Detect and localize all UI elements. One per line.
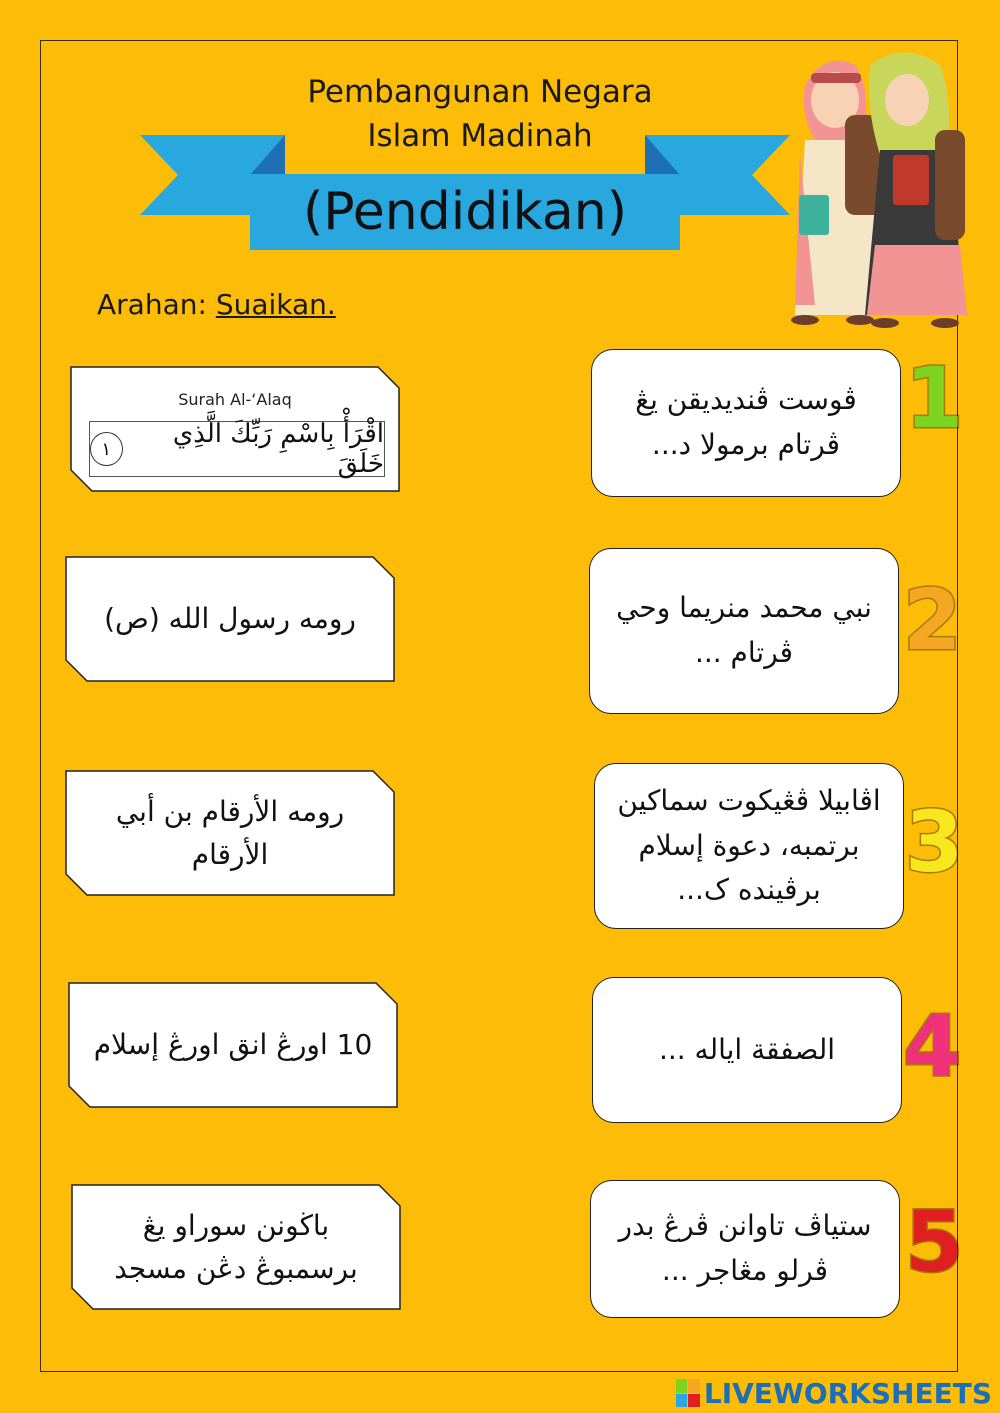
right-box-3[interactable]: اڤابيلا ڤڠيكوت سماكين برتمبه، دعوة إسلام برڤينده ک...: [594, 763, 904, 929]
left-box-4[interactable]: [68, 982, 398, 1108]
left-box-5[interactable]: [71, 1184, 401, 1310]
instruction-prefix: Arahan:: [97, 288, 216, 321]
left-box-text: رومه الأرقام بن أبي الأرقام: [115, 794, 345, 871]
number-3: 3: [905, 793, 964, 891]
title-line-1: Pembangunan Negara: [307, 74, 653, 110]
left-box-3[interactable]: [65, 770, 395, 896]
instruction: [97, 288, 336, 321]
banner-title: (Pendidikan): [303, 182, 627, 242]
instruction-action: Suaikan.: [215, 288, 336, 321]
title-line-2: Islam Madinah: [367, 118, 593, 154]
left-box-2[interactable]: [65, 556, 395, 682]
right-box-5[interactable]: ستياڤ تاوانن ڤرڠ بدر ڤرلو مڠاجر ...: [590, 1180, 900, 1318]
right-box-2[interactable]: نبي محمد منريما وحي ڤرتام ...: [589, 548, 899, 714]
quran-verse-frame: [89, 421, 385, 477]
surah-title: Surah Al-‘Alaq: [178, 390, 292, 409]
left-box-text: 10 اورڠ انق اورڠ إسلام: [93, 1028, 373, 1062]
number-5: 5: [905, 1193, 964, 1291]
liveworksheets-logo-icon: [676, 1379, 700, 1407]
brand-text: LIVEWORKSHEETS: [703, 1376, 992, 1410]
left-box-text: باڬونن سوراو يڠ برسمبوڠ دڠن مسجد: [114, 1208, 358, 1285]
verse-number: ١: [90, 432, 123, 466]
number-4: 4: [903, 997, 962, 1095]
students-illustration: [785, 45, 970, 335]
liveworksheets-brand: [676, 1377, 992, 1409]
right-box-1[interactable]: ڤوست ڤنديديقن يڠ ڤرتام برمولا د...: [591, 349, 901, 497]
number-1: 1: [905, 349, 964, 447]
right-box-4[interactable]: الصفقة اياله ...: [592, 977, 902, 1123]
quran-verse-text: اقْرَأْ بِاسْمِ رَبِّكَ الَّذِي خَلَقَ: [172, 419, 384, 479]
left-box-text: رومه رسول الله (ص): [104, 602, 356, 636]
number-2: 2: [903, 571, 962, 669]
